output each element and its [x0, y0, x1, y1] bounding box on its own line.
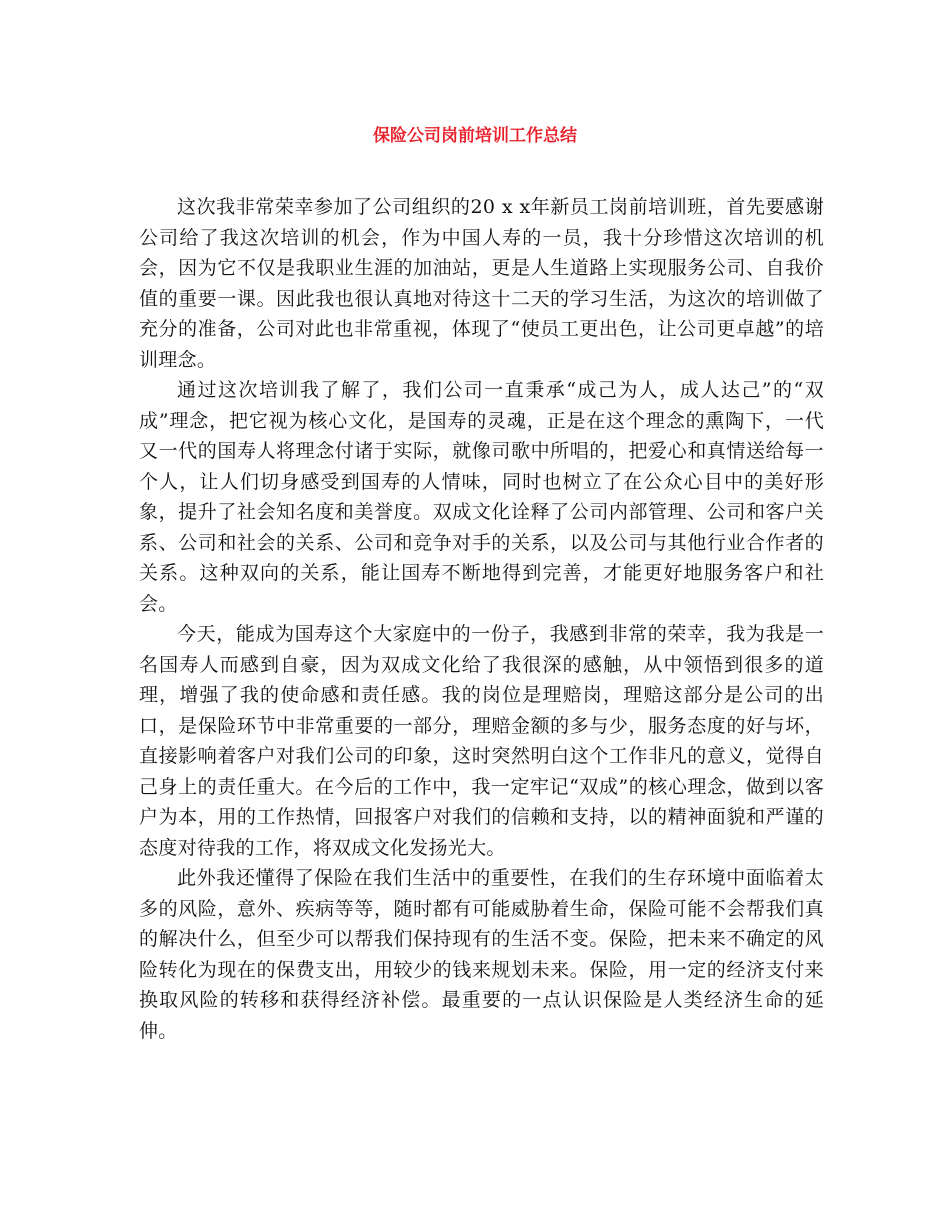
paragraph-3: 今天，能成为国寿这个大家庭中的一份子，我感到非常的荣幸，我为我是一名国寿人而感到自豪，因为双成文化给了我很深的感触，从中领悟到很多的道理，增强了我的使命感和责任感。我的岗位是理赔岗，理赔这部分是公司的出口，是保险环节中非常重要的一部分，理赔金额的多与少，服务态度的好与坏，直接影响着客户对我们公司的印象，这时突然明白这个工作非凡的意义，觉得自己身上的责任重大。在今后的工作中，我一定牢记“双成”的核心理念，做到以客户为本，用的工作热情，回报客户对我们的信赖和支持，以的精神面貌和严谨的态度对待我的工作，将双成文化发扬光大。 [139, 623, 824, 859]
page-title: 保险公司岗前培训工作总结 [373, 126, 577, 146]
paragraph-4: 此外我还懂得了保险在我们生活中的重要性，在我们的生存环境中面临着太多的风险，意外、疾病等等，随时都有可能威胁着生命，保险可能不会帮我们真的解决什么，但至少可以帮我们保持现有的生活不变。保险，把未来不确定的风险转化为现在的保费支出，用较少的钱来规划未来。保险，用一定的经济支付来换取风险的转移和获得经济补偿。最重要的一点认识保险是人类经济生命的延伸。 [139, 867, 824, 1042]
paragraph-1: 这次我非常荣幸参加了公司组织的20 x x年新员工岗前培训班，首先要感谢公司给了我这次培训的机会，作为中国人寿的一员，我十分珍惜这次培训的机会，因为它不仅是我职业生涯的加油站，更是人生道路上实现服务公司、自我价值的重要一课。因此我也很认真地对待这十二天的学习生活，为这次的培训做了充分的准备，公司对此也非常重视，体现了“使员工更出色，让公司更卓越”的培训理念。 [139, 196, 824, 371]
paragraph-2: 通过这次培训我了解了，我们公司一直秉承“成己为人，成人达己”的“双成”理念，把它视为核心文化，是国寿的灵魂，正是在这个理念的熏陶下，一代又一代的国寿人将理念付诸于实际，就像司歌中所唱的，把爱心和真情送给每一个人，让人们切身感受到国寿的人情味，同时也树立了在公众心目中的美好形象，提升了社会知名度和美誉度。双成文化诠释了公司内部管理、公司和客户关系、公司和社会的关系、公司和竞争对手的关系，以及公司与其他行业合作者的关系。这种双向的关系，能让国寿不断地得到完善，才能更好地服务客户和社会。 [139, 379, 824, 615]
document-body [139, 192, 824, 1046]
